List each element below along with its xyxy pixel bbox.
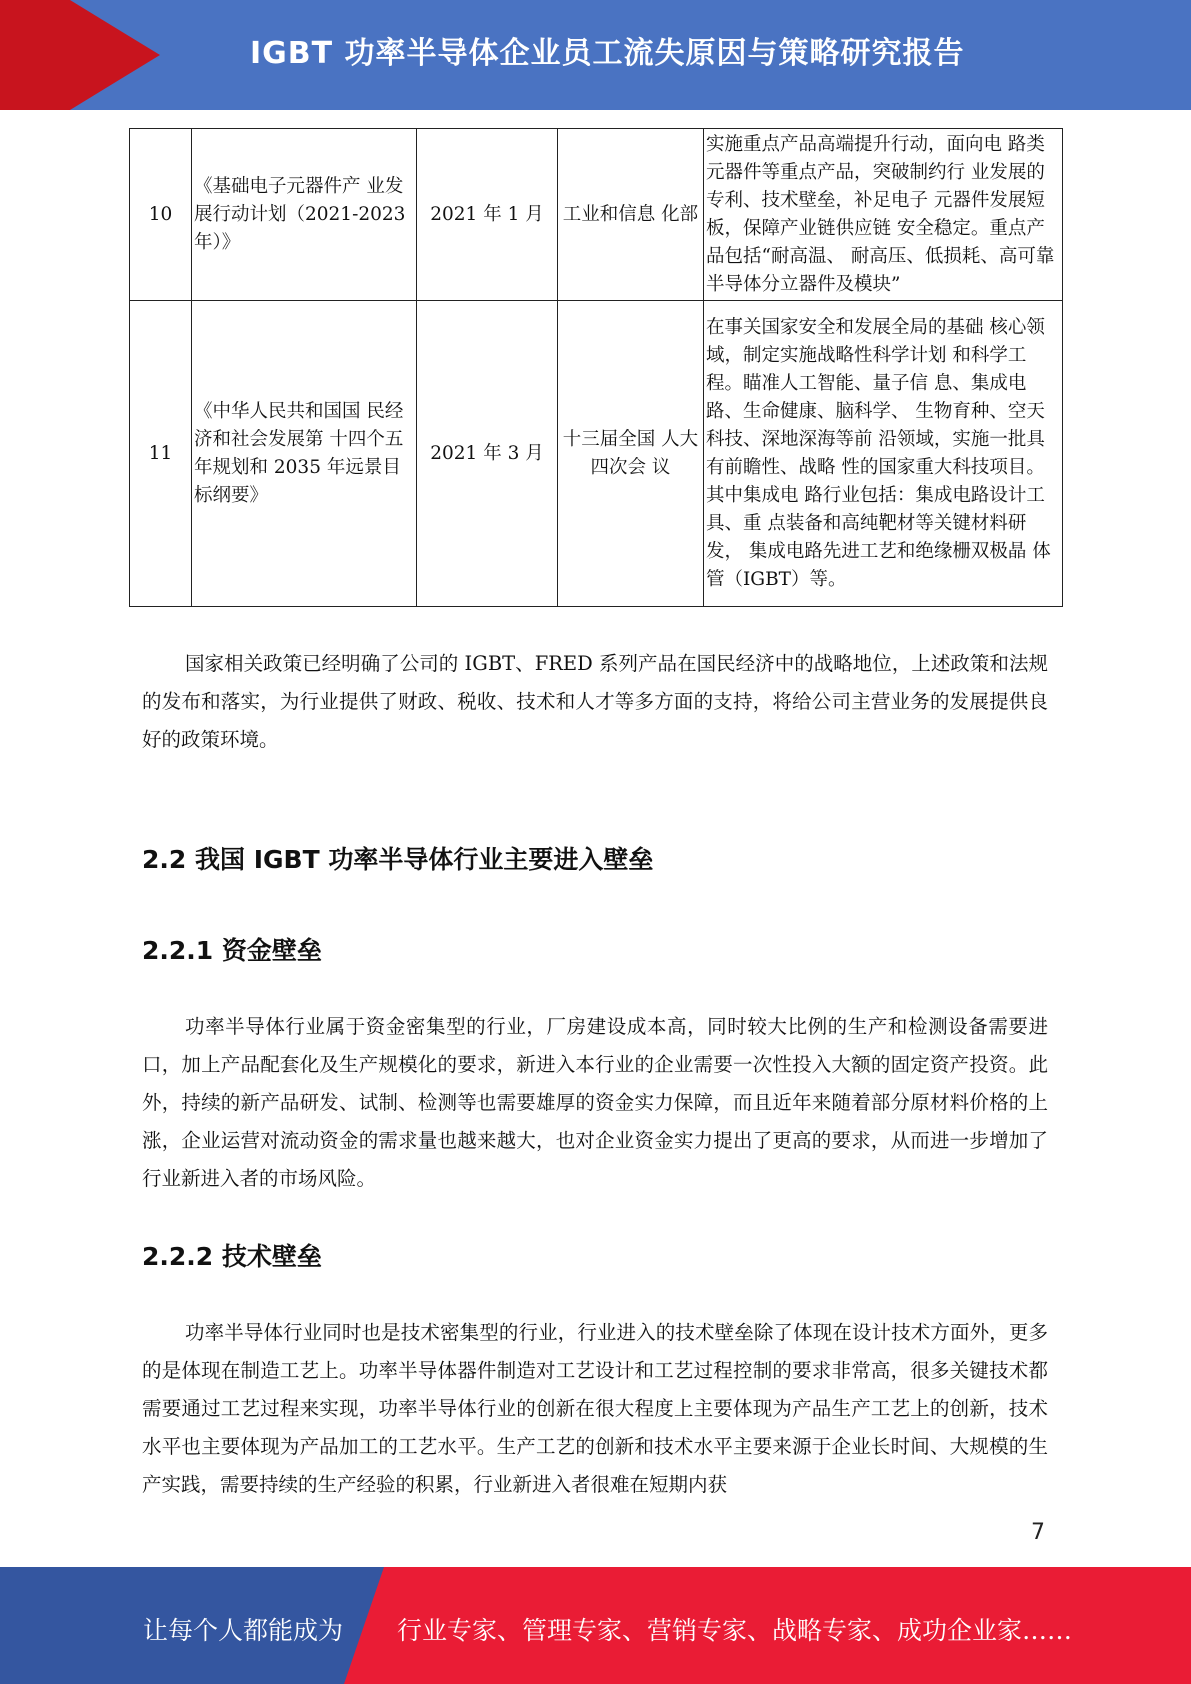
policy-date: 2021 年 3 月	[417, 301, 558, 607]
capital-barrier-paragraph: 功率半导体行业属于资金密集型的行业，厂房建设成本高，同时较大比例的生产和检测设备需要进口，加上产品配套化及生产规模化的要求，新进入本行业的企业需要一次性投入大额的固定资产投资。此外，持续的新产品研发、试制、检测等也需要雄厚的资金实力保障，而且近年来随着部分原材料价格的上涨，企业运营对流动资金的需求量也越来越大，也对企业资金实力提出了更高的要求，从而进一步增加了行业新进入者的市场风险。	[142, 1015, 1048, 1190]
policy-content: 实施重点产品高端提升行动，面向电 路类元器件等重点产品，突破制约行 业发展的专利、技术壁垒，补足电子 元器件发展短板，保障产业链供应链 安全稳定。重点产品包括“耐高温、 耐高压、低损耗、高可靠半导体分立器件及模块”	[704, 129, 1063, 301]
page-number: 7	[1031, 1520, 1045, 1545]
policy-issuer: 十三届全国 人大四次会 议	[558, 301, 704, 607]
footer-slogan-left: 让每个人都能成为	[143, 1616, 344, 1645]
table-row	[130, 301, 1063, 607]
table-row	[130, 129, 1063, 301]
technology-barrier-paragraph: 功率半导体行业同时也是技术密集型的行业，行业进入的技术壁垒除了体现在设计技术方面外，更多的是体现在制造工艺上。功率半导体器件制造对工艺设计和工艺过程控制的要求非常高，很多关键技术都需要通过工艺过程来实现，功率半导体行业的创新在很大程度上主要体现为产品生产工艺上的创新，技术水平也主要体现为产品加工的工艺水平。生产工艺的创新和技术水平主要来源于企业长时间、大规模的生产实践，需要持续的生产经验的积累，行业新进入者很难在短期内获	[142, 1321, 1048, 1496]
page-header	[0, 0, 1191, 110]
policy-name: 《中华人民共和国国 民经济和社会发展第 十四个五年规划和 2035 年远景目标纲要》	[192, 301, 417, 607]
row-number: 11	[130, 301, 192, 607]
page-footer	[0, 1567, 1191, 1684]
policy-table	[129, 128, 1063, 607]
policy-date: 2021 年 1 月	[417, 129, 558, 301]
section-heading-2-2-2: 2.2.2 技术壁垒	[142, 1242, 322, 1271]
policy-content: 在事关国家安全和发展全局的基础 核心领域，制定实施战略性科学计划 和科学工程。瞄准人工智能、量子信 息、集成电路、生命健康、脑科学、 生物育种、空天科技、深地深海等前 沿领域，实施一批具有前瞻性、战略 性的国家重大科技项目。其中集成电 路行业包括：集成电路设计工具、重 点装备和高纯靶材等关键材料研发， 集成电路先进工艺和绝缘栅双极晶 体管（IGBT）等。	[704, 301, 1063, 607]
policy-name: 《基础电子元器件产 业发展行动计划（2021-2023 年）》	[192, 129, 417, 301]
header-red-arrow	[70, 0, 160, 110]
section-heading-2-2-1: 2.2.1 资金壁垒	[142, 936, 322, 965]
row-number: 10	[130, 129, 192, 301]
document-title: IGBT 功率半导体企业员工流失原因与策略研究报告	[250, 36, 965, 71]
section-heading-2-2: 2.2 我国 IGBT 功率半导体行业主要进入壁垒	[142, 845, 654, 874]
policy-issuer: 工业和信息 化部	[558, 129, 704, 301]
policy-summary-paragraph: 国家相关政策已经明确了公司的 IGBT、FRED 系列产品在国民经济中的战略地位，上述政策和法规的发布和落实，为行业提供了财政、税收、技术和人才等多方面的支持，将给公司主营业务的发展提供良好的政策环境。	[142, 652, 1048, 751]
footer-slogan-right: 行业专家、管理专家、营销专家、战略专家、成功企业家……	[397, 1616, 1073, 1645]
header-red-block	[0, 0, 70, 110]
